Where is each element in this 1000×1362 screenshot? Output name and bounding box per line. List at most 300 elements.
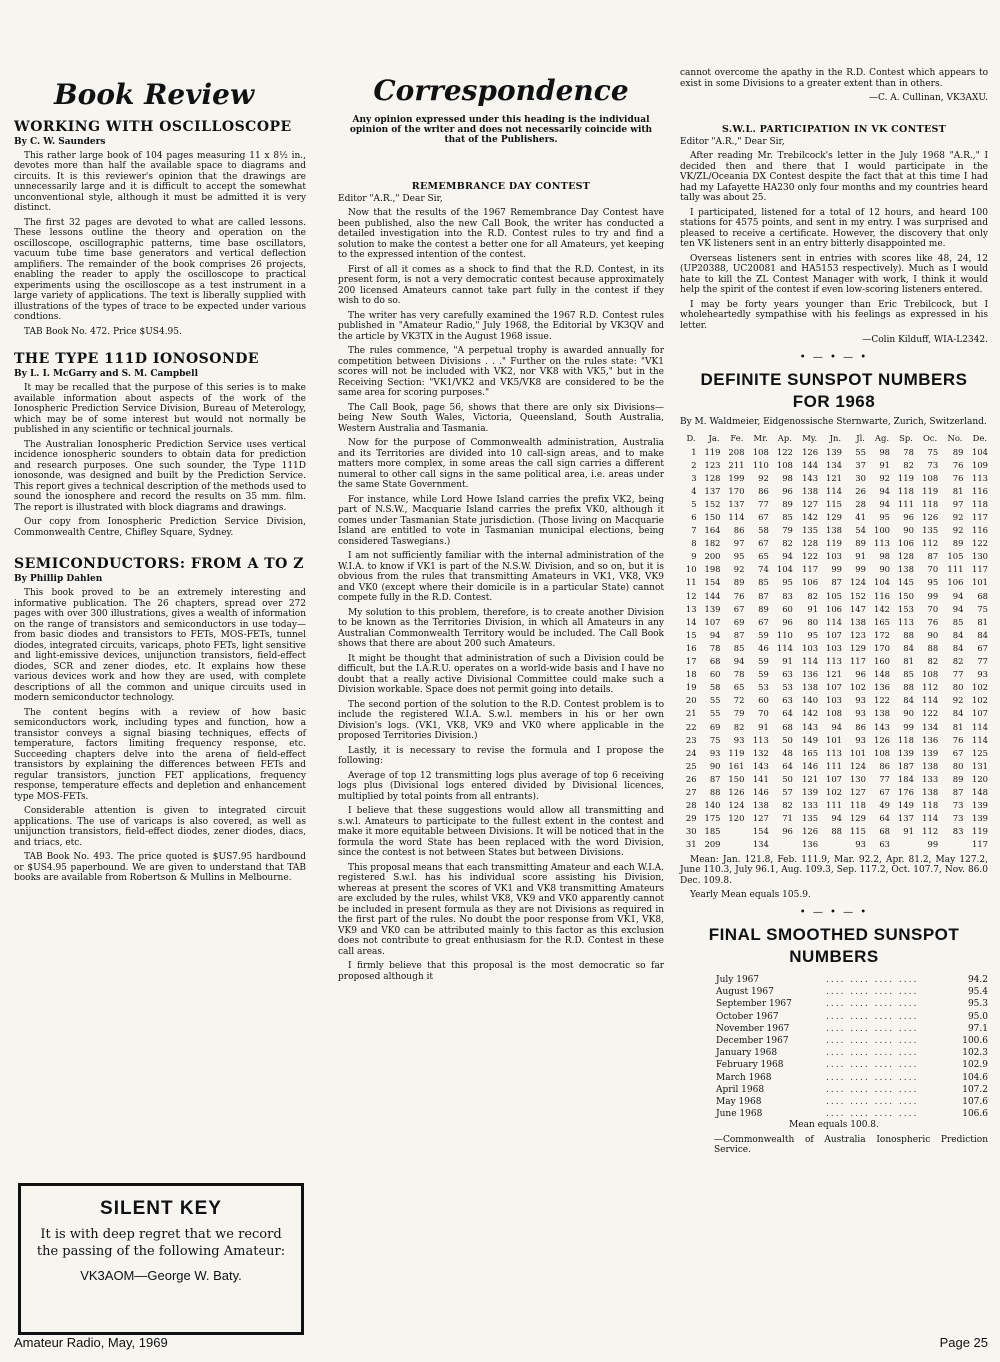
sunspot-cell: 118: [849, 800, 866, 811]
sunspot-cell: 76: [952, 734, 964, 745]
leader-dots: .... .... .... ....: [826, 987, 919, 998]
sunspot-cell: 50: [782, 734, 793, 745]
sunspot-cell: 65: [758, 551, 769, 562]
smoothed-value: 95.0: [967, 1011, 988, 1022]
sunspot-cell: 145: [897, 577, 914, 588]
sunspot-cell: 50: [782, 773, 793, 784]
sunspot-cell: 78: [733, 669, 745, 680]
letter-paragraph: The rules commence, "A perpetual trophy is awarded annually for competition between Divisions . . ." Further on the rules state: "VK1 scores will not be included with VK2, nor VK8 with VK5," but in the Receiving Section: "VK1/VK2 and VK5/VK8 are considered to be the same area for scoring purposes.": [338, 346, 664, 399]
sunspot-mean: Mean: Jan. 121.8, Feb. 111.9, Mar. 92.2, Apr. 81.2, May 127.2, June 110.3, July 96.1, Aug. 109.3, Sep. 117.2, Oct. 107.7, Nov. 86.0 Dec. 109.8.: [680, 854, 988, 886]
sunspot-cell: 85: [952, 616, 964, 627]
sunspot-cell: 57: [782, 786, 793, 797]
list-item: [680, 998, 988, 1010]
table-row: [680, 707, 988, 720]
sunspot-cell: 17: [685, 656, 697, 667]
sunspot-cell: 96: [903, 512, 914, 523]
sunspot-cell: 86: [855, 721, 866, 732]
table-row: [680, 838, 988, 851]
sunspot-cell: 69: [709, 721, 721, 732]
smoothed-value: 102.3: [962, 1048, 988, 1059]
letter-paragraph: It might be thought that administration of such a Division could be difficult, but the I.A.R.U. operates on a world-wide basis and I have no doubt that a really active Divisional Committee could make such a Division workable. Space does not permit going into details.: [338, 653, 664, 696]
sunspot-cell: 139: [972, 800, 988, 811]
review-paragraph: The first 32 pages are devoted to what are called lessons. These lessons outline the theory and operation on the oscilloscope, oscillographic patterns, time base oscillators, vacuum tube time base generators and vertical deflection amplifiers. The remainder of the book comprises 26 projects, enabling the reader to apply the oscilloscope to practical experiments using the oscilloscope as a test instrument in a large variety of applications. The text is liberally supplied with illustrations of the types of trace to be expected under various condtions.: [14, 217, 306, 323]
sunspot-cell: 138: [922, 786, 939, 797]
sunspot-cell: 55: [855, 446, 866, 457]
sunspot-cell: 67: [758, 616, 769, 627]
letter-paragraph: The second portion of the solution to the R.D. Contest problem is to include the registered W.I.A. S.w.l. members in his or her own Division's logs. (VK1, VK8, VK9 and VK0 where applicable in the proposed Territories Division.): [338, 699, 664, 742]
sunspot-cell: 124: [728, 800, 745, 811]
sunspot-cell: 123: [849, 629, 866, 640]
sunspot-cell: 27: [685, 786, 697, 797]
table-row: [680, 772, 988, 785]
sunspot-cell: 84: [903, 642, 914, 653]
sunspot-cell: 87: [758, 590, 769, 601]
sunspot-cell: 119: [972, 826, 988, 837]
sunspot-cell: 142: [802, 512, 819, 523]
smoothed-source: —Commonwealth of Australia Ionospheric Prediction Service.: [714, 1134, 988, 1156]
review-paragraph: The content begins with a review of how basic semiconductors work, including types and function, how a transistor conveys a signal biasing techniques, effects of temperature, factors limiting frequency response, etc. Succeeding chapters delve into the arena of field-effect transistors by explaining the differences between FETs and regular transistors, junction FET applications, frequency response, temperature effects and depletion and enhancement type MOS-FETs.: [14, 707, 306, 802]
sunspot-cell: 142: [873, 603, 890, 614]
sunspot-cell: 134: [752, 839, 769, 850]
table-row: [680, 445, 988, 458]
smoothed-title-line2: NUMBERS: [789, 946, 879, 966]
sunspot-cell: 140: [802, 695, 819, 706]
sunspot-cell: 147: [849, 603, 866, 614]
sunspot-cell: 96: [782, 826, 793, 837]
sunspot-cell: 94: [831, 721, 843, 732]
table-row: [680, 497, 988, 510]
sunspot-cell: 84: [952, 642, 964, 653]
sunspot-cell: 94: [733, 656, 745, 667]
sunspot-cell: 114: [972, 734, 988, 745]
sunspot-cell: 94: [831, 813, 843, 824]
sunspot-cell: 6: [691, 512, 697, 523]
sunspot-cell: 89: [758, 603, 769, 614]
sunspot-cell: 91: [903, 826, 914, 837]
sunspot-cell: 100: [873, 525, 890, 536]
sunspot-cell: 60: [758, 695, 769, 706]
sunspot-cell: 76: [733, 590, 745, 601]
sunspot-cell: 199: [728, 472, 745, 483]
sunspot-cell: 118: [897, 734, 914, 745]
sunspot-cell: 118: [972, 498, 988, 509]
sunspot-cell: 67: [733, 603, 745, 614]
review-byline: By L. I. McGarry and S. M. Campbell: [14, 369, 198, 380]
letter-paragraph: For instance, while Lord Howe Island carries the prefix VK2, being part of N.S.W., Macquarie Island carries the prefix VK0, although it comes under Tasmanian State jurisdiction. (Those living on Macquarie Island are entitled to vote in Tasmanian municipal elections, being considered Taswegians.): [338, 494, 664, 547]
sunspot-cell: 28: [855, 498, 866, 509]
sunspot-cell: 127: [802, 498, 819, 509]
sunspot-cell: 111: [947, 564, 964, 575]
sunspot-cell: 93: [855, 734, 866, 745]
smoothed-list: [680, 974, 988, 1120]
sunspot-cell: 111: [897, 498, 914, 509]
leader-dots: .... .... .... ....: [826, 1084, 919, 1095]
sunspot-cell: 83: [782, 590, 793, 601]
sunspot-cell: 115: [826, 498, 843, 509]
book-review-heading: Book Review: [54, 78, 255, 111]
sunspot-cell: 90: [879, 564, 890, 575]
sunspot-cell: 108: [752, 446, 769, 457]
letter-paragraph: I believe that these suggestions would allow all transmitting and s.w.l. Amateurs to participate to the fullest extent in the contest and make it more equitable between Divisions. It will be noticed that in the formula the word State has been replaced with the word Division, since the contest is not between States but between Divisions.: [338, 806, 664, 859]
sunspot-cell: 95: [927, 577, 939, 588]
sunspot-cell: [720, 825, 744, 838]
sunspot-cell: 88: [831, 826, 843, 837]
silent-key-box: [18, 1183, 304, 1335]
sunspot-cell: 102: [849, 682, 866, 693]
smoothed-month: April 1968: [716, 1084, 765, 1095]
list-item: [680, 1035, 988, 1047]
table-row: [680, 759, 988, 772]
sunspot-cell: 59: [758, 629, 769, 640]
sunspot-cell: 118: [897, 485, 914, 496]
sunspot-cell: 23: [685, 734, 697, 745]
sunspot-cell: 90: [903, 708, 914, 719]
sunspot-cell: 97: [952, 498, 964, 509]
sunspot-cell: 94: [952, 603, 964, 614]
sunspot-cell: 90: [927, 629, 939, 640]
sunspot-cell: 138: [873, 708, 890, 719]
sunspot-column-header: Ap.: [777, 433, 792, 443]
sunspot-cell: 121: [826, 472, 843, 483]
smoothed-month: January 1968: [716, 1048, 778, 1059]
review-byline: By C. W. Saunders: [14, 136, 106, 147]
letter-paragraph: The Call Book, page 56, shows that there are only six Divisions—being New South Wales, Victoria, Queensland, South Australia, Western Australia and Tasmania.: [338, 402, 664, 434]
sunspot-cell: 119: [897, 472, 914, 483]
sunspot-cell: 208: [728, 446, 745, 457]
signature: —C. A. Cullinan, VK3AXU.: [869, 93, 988, 103]
sunspot-cell: 77: [758, 498, 769, 509]
salutation: Editor "A.R.," Dear Sir,: [680, 136, 785, 147]
sunspot-cell: 165: [802, 747, 819, 758]
sunspot-cell: 81: [952, 485, 964, 496]
footer-publication: Amateur Radio, May, 1969: [14, 1335, 168, 1350]
sunspot-cell: 53: [758, 682, 769, 693]
sunspot-table: [680, 431, 988, 851]
sunspot-cell: 113: [972, 472, 988, 483]
sunspot-cell: 2: [691, 459, 697, 470]
sunspot-cell: 106: [947, 577, 964, 588]
table-row: [680, 550, 988, 563]
sunspot-cell: 126: [922, 512, 939, 523]
sunspot-cell: 142: [802, 708, 819, 719]
sunspot-cell: 93: [855, 695, 866, 706]
sunspot-cell: 138: [802, 485, 819, 496]
sunspot-cell: 149: [897, 800, 914, 811]
sunspot-cell: 77: [879, 773, 890, 784]
sunspot-yearly: Yearly Mean equals 105.9.: [690, 890, 811, 901]
sunspot-cell: 55: [709, 695, 721, 706]
smoothed-value: 102.9: [962, 1060, 988, 1071]
review-paragraph: Our copy from Ionospheric Prediction Service Division, Commonwealth Centre, Chifley Square, Sydney.: [14, 517, 306, 538]
sunspot-cell: 150: [704, 512, 721, 523]
sunspot-cell: 19: [685, 682, 697, 693]
sunspot-cell: 122: [972, 538, 988, 549]
sunspot-cell: 108: [922, 472, 939, 483]
sunspot-cell: 99: [927, 839, 939, 850]
sunspot-cell: 137: [704, 485, 721, 496]
sunspot-cell: 63: [879, 839, 890, 850]
sunspot-cell: 12: [685, 590, 697, 601]
table-row: [680, 668, 988, 681]
sunspot-cell: 59: [758, 669, 769, 680]
sunspot-column-header: D.: [686, 433, 696, 443]
sunspot-cell: 26: [685, 773, 697, 784]
sunspot-cell: 20: [685, 695, 697, 706]
smoothed-value: 94.2: [967, 974, 988, 985]
smoothed-title-line1: FINAL SMOOTHED SUNSPOT: [708, 924, 960, 944]
sunspot-cell: 99: [927, 590, 939, 601]
sunspot-cell: 106: [897, 538, 914, 549]
sunspot-cell: 96: [782, 616, 793, 627]
sunspot-cell: 126: [802, 446, 819, 457]
sunspot-cell: 137: [897, 813, 914, 824]
sunspot-cell: 89: [733, 577, 745, 588]
sunspot-cell: 80: [952, 682, 964, 693]
table-row: [680, 576, 988, 589]
sunspot-cell: 211: [728, 459, 745, 470]
sunspot-cell: 140: [704, 800, 721, 811]
leader-dots: .... .... .... ....: [826, 999, 919, 1010]
list-item: [680, 1047, 988, 1059]
sunspot-cell: 150: [728, 773, 745, 784]
list-item: [680, 986, 988, 998]
sunspot-cell: 49: [879, 800, 890, 811]
sunspot-cell: 95: [879, 512, 890, 523]
sunspot-cell: 24: [685, 747, 697, 758]
sunspot-cell: 116: [972, 485, 988, 496]
sunspot-cell: 138: [849, 616, 866, 627]
sunspot-cell: 64: [879, 813, 890, 824]
table-row: [680, 537, 988, 550]
silent-key-title: SILENT KEY: [100, 1198, 222, 1219]
sunspot-cell: 73: [952, 800, 964, 811]
sunspot-cell: 94: [782, 551, 793, 562]
sunspot-cell: 91: [879, 459, 890, 470]
letter-paragraph: Average of top 12 transmitting logs plus average of top 6 receiving logs plus (Divisional logs entered divided by Divisional licences, multiplied by total points from all entrants).: [338, 770, 664, 802]
sunspot-cell: 187: [897, 760, 914, 771]
sunspot-cell: 78: [903, 446, 914, 457]
sunspot-cell: 82: [903, 459, 914, 470]
sunspot-cell: 136: [873, 682, 890, 693]
sunspot-cell: 99: [903, 721, 914, 732]
smoothed-month: September 1967: [716, 999, 792, 1010]
sunspot-cell: 102: [972, 695, 988, 706]
sunspot-cell: 107: [826, 682, 843, 693]
sunspot-cell: 165: [873, 616, 890, 627]
table-row: [680, 510, 988, 523]
sunspot-cell: 152: [704, 498, 721, 509]
sunspot-cell: 81: [977, 616, 988, 627]
sunspot-cell: 98: [879, 551, 890, 562]
sunspot-cell: 21: [685, 708, 697, 719]
review-title-oscilloscope: WORKING WITH OSCILLOSCOPE: [14, 118, 292, 135]
sunspot-cell: 85: [758, 577, 769, 588]
sunspot-cell: 108: [776, 459, 793, 470]
table-row: [680, 812, 988, 825]
list-item: [680, 1084, 988, 1096]
review-paragraph: TAB Book No. 472. Price $US4.95.: [24, 326, 182, 337]
sunspot-cell: 96: [782, 485, 793, 496]
sunspot-cell: 146: [752, 786, 769, 797]
sunspot-cell: 99: [831, 564, 843, 575]
smoothed-value: 107.2: [962, 1084, 988, 1095]
letter-paragraph: First of all it comes as a shock to find that the R.D. Contest, in its present form, is not a very democratic contest because approximately 200 licensed Amateurs cannot take part fully in the contest if they wish to do so.: [338, 264, 664, 307]
book-review-column: [14, 0, 306, 888]
sunspot-cell: 116: [873, 590, 890, 601]
sunspot-cell: 120: [728, 813, 745, 824]
table-row: [680, 641, 988, 654]
sunspot-cell: 93: [977, 669, 988, 680]
sunspot-column-header: De.: [972, 433, 987, 443]
letter-paragraph: Overseas listeners sent in entries with scores like 48, 24, 12 (UP20388, UC20081 and HA5153 respectively). Much as I would hate to kill the ZL Contest Manager with work, I think it would help the spirit of the contest if even low-scoring listeners entered.: [680, 253, 988, 295]
sunspot-cell: 121: [802, 773, 819, 784]
sunspot-column-header: Oc.: [922, 433, 938, 443]
sunspot-cell: 89: [782, 498, 793, 509]
sunspot-cell: 119: [826, 538, 843, 549]
sunspot-cell: 68: [782, 721, 793, 732]
sunspot-cell: 71: [782, 813, 793, 824]
sunspot-cell: 136: [922, 734, 939, 745]
leader-dots: .... .... .... ....: [826, 1109, 919, 1120]
sunspot-cell: 26: [855, 485, 866, 496]
sunspot-cell: 113: [897, 616, 914, 627]
sunspot-cell: 119: [922, 485, 939, 496]
sunspot-cell: 170: [728, 485, 745, 496]
sunspot-cell: 30: [685, 826, 697, 837]
silent-key-name: VK3AOM—George W. Baty.: [80, 1268, 242, 1283]
sunspot-column-header: Mr.: [753, 433, 768, 443]
sunspot-cell: 200: [704, 551, 721, 562]
letter-paragraph: I may be forty years younger than Eric Trebilcock, but I wholeheartedly sympathise with his feelings as expressed in his letter.: [680, 299, 988, 331]
sunspot-cell: 82: [807, 590, 819, 601]
sunspot-cell: 11: [685, 577, 697, 588]
sunspot-cell: 30: [855, 472, 866, 483]
sunspot-cell: 73: [927, 459, 939, 470]
sunspot-cell: 126: [728, 786, 745, 797]
sunspot-cell: 92: [758, 472, 769, 483]
sunspot-cell: [720, 838, 744, 851]
sunspot-cell: 135: [922, 525, 939, 536]
leader-dots: .... .... .... ....: [826, 1011, 919, 1022]
sunspot-cell: 3: [691, 472, 697, 483]
sunspot-cell: 88: [903, 682, 914, 693]
sunspot-cell: 114: [728, 512, 745, 523]
sunspot-cell: 118: [922, 800, 939, 811]
sunspot-cell: 16: [685, 642, 697, 653]
review-paragraph: This rather large book of 104 pages measuring 11 x 8½ in., devotes more than half the available space to diagrams and circuits. It is this reviewer's opinion that the drawings are unnecessarily large and it is difficult to accept the somewhat unconventional style, although it must be admitted it is very distinct.: [14, 150, 306, 214]
sunspot-cell: 99: [855, 564, 866, 575]
table-row: [680, 615, 988, 628]
sunspot-cell: 67: [977, 642, 988, 653]
sunspot-cell: 87: [831, 577, 843, 588]
silent-key-body: It is with deep regret that we record the passing of the following Amateur:: [36, 1227, 286, 1259]
sunspot-cell: 129: [849, 642, 866, 653]
sunspot-cell: 97: [733, 538, 745, 549]
sunspot-cell: 15: [685, 629, 697, 640]
sunspot-cell: 129: [849, 813, 866, 824]
letter-paragraph: The writer has very carefully examined the 1967 R.D. Contest rules published in "Amateur Radio," July 1968, the Editorial by VK3QV and the article by VK3TX in the August 1968 issue.: [338, 310, 664, 342]
sunspot-cell: 89: [855, 538, 866, 549]
sunspot-cell: 73: [952, 813, 964, 824]
sunspot-cell: 14: [685, 616, 697, 627]
sunspot-cell: 134: [826, 459, 843, 470]
review-title-semiconductors: SEMICONDUCTORS: FROM A TO Z: [14, 556, 304, 573]
sunspot-cell: 85: [903, 669, 914, 680]
table-row: [680, 825, 988, 838]
sunspot-cell: 31: [685, 839, 697, 850]
sunspot-cell: 185: [704, 826, 721, 837]
sunspot-cell: 123: [704, 459, 721, 470]
sunspot-cell: 138: [802, 682, 819, 693]
sunspot-cell: 103: [826, 695, 843, 706]
sunspot-cell: 127: [752, 813, 769, 824]
sunspot-cell: 154: [752, 826, 769, 837]
smoothed-value: 107.6: [962, 1096, 988, 1107]
sunspot-cell: 67: [758, 512, 769, 523]
leader-dots: .... .... .... ....: [826, 974, 919, 985]
sunspot-column-header: Ag.: [874, 433, 889, 443]
sunspot-cell: 60: [709, 669, 721, 680]
letter-body: [680, 151, 988, 331]
sunspot-cell: 101: [849, 747, 866, 758]
sunspot-cell: 82: [782, 538, 793, 549]
smoothed-value: 95.3: [967, 999, 988, 1010]
sunspot-cell: 117: [802, 564, 819, 575]
sunspot-cell: 113: [826, 656, 843, 667]
leader-dots: .... .... .... ....: [826, 1060, 919, 1071]
leader-dots: .... .... .... ....: [826, 1035, 919, 1046]
sunspot-cell: 124: [849, 760, 866, 771]
list-item: [680, 1108, 988, 1120]
sunspot-cell: 119: [728, 747, 745, 758]
table-row: [680, 471, 988, 484]
sunspot-cell: 75: [927, 446, 939, 457]
sunspot-cell: 182: [704, 538, 721, 549]
smoothed-title: [680, 924, 988, 968]
sunspot-cell: 126: [802, 826, 819, 837]
sunspot-cell: 135: [802, 813, 819, 824]
sunspot-cell: 76: [952, 459, 964, 470]
sunspot-cell: 148: [873, 669, 890, 680]
sunspot-cell: 91: [782, 656, 793, 667]
sunspot-cell: 132: [752, 747, 769, 758]
smoothed-value: 106.6: [962, 1109, 988, 1120]
sunspot-cell: 83: [952, 826, 964, 837]
sunspot-cell: 9: [691, 551, 697, 562]
sunspot-cell: 149: [802, 734, 819, 745]
sunspot-cell: 120: [972, 773, 988, 784]
sunspot-title: [680, 369, 988, 413]
sunspot-cell: 114: [776, 642, 793, 653]
sunspot-cell: 109: [972, 459, 988, 470]
sunspot-cell: 93: [709, 747, 721, 758]
sunspot-cell: 93: [855, 839, 866, 850]
sunspot-cell: 144: [802, 459, 819, 470]
sunspot-column-header: Ja.: [708, 433, 720, 443]
sunspot-cell: 77: [977, 656, 988, 667]
sunspot-cell: 77: [952, 669, 964, 680]
sunspot-cell: 148: [972, 786, 988, 797]
sunspot-cell: 88: [903, 629, 914, 640]
table-row: [680, 720, 988, 733]
sunspot-cell: 133: [922, 773, 939, 784]
sunspot-cell: [938, 838, 963, 851]
sunspot-cell: 139: [897, 747, 914, 758]
letter-paragraph: Lastly, it is necessary to revise the formula and I propose the following:: [338, 745, 664, 767]
sunspot-cell: 143: [802, 721, 819, 732]
sunspot-cell: 127: [849, 786, 866, 797]
sunspot-cell: 94: [879, 498, 890, 509]
